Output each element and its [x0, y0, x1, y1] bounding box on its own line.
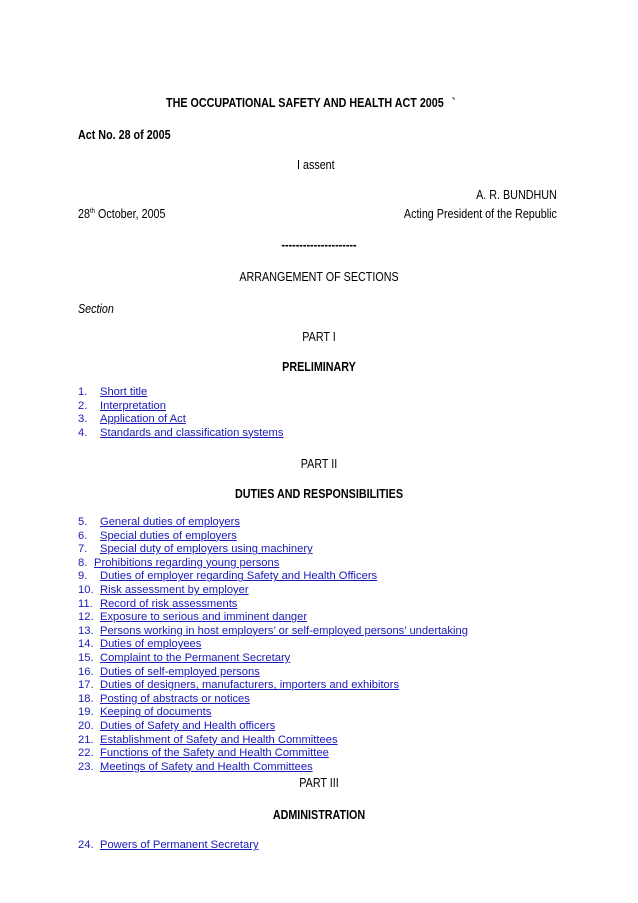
part-2-section-list — [78, 516, 468, 774]
section-link[interactable] — [78, 679, 468, 693]
section-number: 3. — [78, 413, 88, 426]
section-link[interactable] — [78, 706, 468, 720]
section-title: Complaint to the Permanent Secretary — [100, 651, 291, 664]
section-link[interactable] — [78, 413, 283, 427]
date-day: 28 — [78, 207, 90, 221]
section-title: Meetings of Safety and Health Committees — [100, 760, 313, 773]
section-number: 2. — [78, 399, 88, 412]
section-title: Keeping of documents — [100, 706, 212, 719]
arrangement-heading: ARRANGEMENT OF SECTIONS — [239, 270, 399, 284]
section-title: Posting of abstracts or notices — [100, 692, 250, 705]
section-link[interactable] — [78, 638, 468, 652]
section-number: 22. — [78, 747, 94, 760]
section-title: Interpretation — [100, 399, 166, 412]
part-2-label: PART II — [300, 457, 338, 471]
section-title: Persons working in host employers’ or self-employed persons’ undertaking — [100, 624, 468, 637]
section-title: Establishment of Safety and Health Committees — [100, 733, 338, 746]
section-link[interactable] — [78, 584, 468, 598]
section-number: 7. — [78, 543, 88, 556]
section-number: 21. — [78, 733, 94, 746]
section-number: 16. — [78, 665, 94, 678]
section-link[interactable] — [78, 734, 468, 748]
section-number: 5. — [78, 516, 88, 528]
section-title: Special duties of employers — [100, 529, 237, 542]
section-link[interactable] — [78, 839, 259, 853]
section-title: Duties of employees — [100, 638, 202, 651]
section-link[interactable] — [78, 400, 283, 414]
part-1-section-list — [78, 386, 283, 440]
section-title: Record of risk assessments — [100, 597, 238, 610]
section-link[interactable] — [78, 625, 468, 639]
section-link[interactable] — [78, 611, 468, 625]
act-number: Act No. 28 of 2005 — [78, 128, 171, 142]
part-3-label: PART III — [299, 776, 339, 790]
section-link[interactable] — [78, 427, 283, 441]
section-title: Special duty of employers using machinery — [100, 543, 313, 556]
section-title: Standards and classification systems — [100, 426, 284, 439]
part-3-title: ADMINISTRATION — [272, 808, 366, 822]
signatory-title: Acting President of the Republic — [404, 207, 557, 221]
section-title: Risk assessment by employer — [100, 583, 249, 596]
section-number: 19. — [78, 706, 94, 719]
section-number: 6. — [78, 529, 88, 542]
signatory-name: A. R. BUNDHUN — [476, 188, 557, 202]
section-title: Exposure to serious and imminent danger — [100, 611, 308, 624]
section-link[interactable] — [78, 386, 283, 400]
section-title: Application of Act — [100, 413, 186, 426]
section-title: Short title — [100, 386, 148, 398]
part-3-section-list — [78, 839, 259, 853]
section-link[interactable] — [78, 652, 468, 666]
section-number: 24. — [78, 839, 94, 851]
part-1-title: PRELIMINARY — [282, 360, 356, 374]
section-number: 10. — [78, 583, 94, 596]
section-title: Powers of Permanent Secretary — [100, 839, 259, 851]
assent-text: I assent — [297, 158, 335, 172]
section-link[interactable] — [78, 557, 468, 571]
section-number: 9. — [78, 570, 88, 583]
section-link[interactable] — [78, 747, 468, 761]
section-number: 11. — [78, 597, 93, 610]
section-link[interactable] — [78, 761, 468, 775]
section-title: Prohibitions regarding young persons — [94, 556, 280, 569]
section-link[interactable] — [78, 516, 468, 530]
section-link[interactable] — [78, 720, 468, 734]
section-link[interactable] — [78, 598, 468, 612]
section-number: 1. — [78, 386, 88, 398]
part-2-title: DUTIES AND RESPONSIBILITIES — [234, 487, 404, 501]
separator-line: --------------------- — [281, 238, 357, 252]
section-number: 23. — [78, 760, 94, 773]
section-number: 17. — [78, 679, 94, 692]
section-link[interactable] — [78, 570, 468, 584]
act-title-text: THE OCCUPATIONAL SAFETY AND HEALTH ACT 2005 — [166, 96, 444, 110]
section-number: 4. — [78, 426, 88, 439]
section-link[interactable] — [78, 666, 468, 680]
assent-date — [78, 207, 166, 221]
date-rest: October, 2005 — [94, 207, 166, 221]
date-suffix: th — [89, 207, 95, 215]
act-title — [166, 96, 455, 110]
section-title: General duties of employers — [100, 516, 240, 528]
section-number: 14. — [78, 638, 94, 651]
section-title: Duties of designers, manufacturers, importers and exhibitors — [100, 679, 400, 692]
section-number: 18. — [78, 692, 94, 705]
section-link[interactable] — [78, 543, 468, 557]
section-number: 13. — [78, 624, 94, 637]
section-number: 20. — [78, 719, 94, 732]
act-title-mark: ` — [451, 96, 456, 110]
section-label: Section — [78, 302, 114, 316]
section-number: 12. — [78, 611, 94, 624]
section-title: Duties of employer regarding Safety and Health Officers — [100, 570, 378, 583]
section-link[interactable] — [78, 693, 468, 707]
section-number: 15. — [78, 651, 94, 664]
section-link[interactable] — [78, 530, 468, 544]
section-title: Functions of the Safety and Health Committee — [100, 747, 329, 760]
part-1-label: PART I — [302, 330, 336, 344]
section-title: Duties of Safety and Health officers — [100, 719, 276, 732]
section-number: 8. — [78, 556, 88, 569]
section-title: Duties of self-employed persons — [100, 665, 260, 678]
